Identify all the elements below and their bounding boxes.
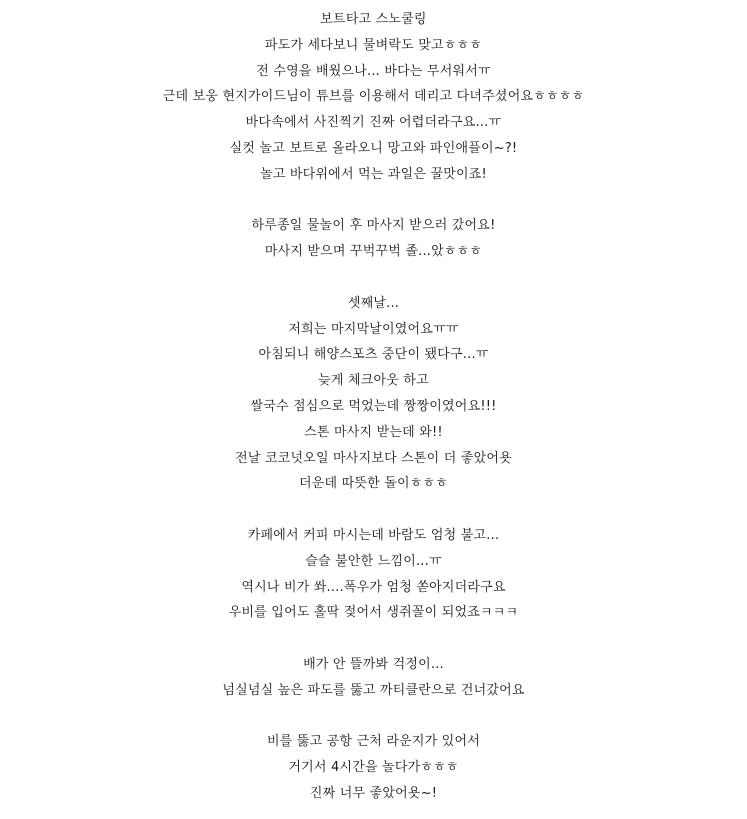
paragraph-massage [0, 213, 747, 265]
paragraph-gap [0, 626, 747, 652]
text-line: 보트타고 스노쿨링 [320, 12, 427, 27]
paragraph-gap [0, 497, 747, 523]
text-line: 거기서 4시간을 놀다가ㅎㅎㅎ [288, 760, 459, 776]
paragraph-airport-lounge [0, 729, 747, 806]
text-line: 놀고 바다위에서 먹는 과일은 꿀맛이죠! [260, 166, 487, 182]
paragraph-gap [0, 265, 747, 291]
text-line: 셋째날... [347, 295, 400, 311]
text-line: 늦게 체크아웃 하고 [318, 373, 429, 389]
text-line: 넘실넘실 높은 파도를 뚫고 까티클란으로 건너갔어요 [222, 682, 525, 698]
text-line: 하루종일 물놀이 후 마사지 받으러 갔어요! [251, 218, 496, 234]
text-line: 우비를 입어도 홀딱 젖어서 생쥐꼴이 되었죠ㅋㅋㅋ [228, 605, 519, 621]
text-line: 아침되니 해양스포츠 중단이 됐다구...ㅠ [258, 347, 489, 363]
text-line: 마사지 받으며 꾸벅꾸벅 졸...았ㅎㅎㅎ [264, 244, 483, 260]
paragraph-gap [0, 188, 747, 214]
text-line: 진짜 너무 좋았어욧~! [309, 785, 438, 801]
text-line: 바다속에서 사진찍기 진짜 어렵더라구요...ㅠ [245, 115, 502, 131]
paragraph-gap [0, 704, 747, 730]
text-line: 역시나 비가 쏴....폭우가 엄청 쏟아지더라구요 [241, 579, 506, 595]
text-line: 배가 안 뜰까봐 걱정이... [303, 656, 444, 672]
text-line: 실컷 놀고 보트로 올라오니 망고와 파인애플이~?! [229, 140, 518, 156]
text-line: 전날 코코넛오일 마사지보다 스톤이 더 좋았어욧 [235, 450, 512, 466]
text-line: 카페에서 커피 마시는데 바람도 엄청 불고... [247, 527, 500, 543]
text-line: 쌀국수 점심으로 먹었는데 짱짱이였어요!!! [250, 398, 497, 414]
text-line: 더운데 따뜻한 돌이ㅎㅎㅎ [298, 476, 448, 492]
paragraph-boat-crossing [0, 652, 747, 704]
paragraph-third-day [0, 291, 747, 497]
paragraph-snorkeling [0, 7, 747, 188]
text-line: 슬슬 불안한 느낌이...ㅠ [305, 553, 442, 569]
text-line: 비를 뚫고 공항 근처 라운지가 있어서 [266, 734, 481, 750]
text-line: 전 수영을 배웠으나... 바다는 무서워서ㅠ [256, 63, 491, 79]
paragraph-cafe-rain [0, 523, 747, 626]
text-line: 스톤 마사지 받는데 와!! [304, 424, 443, 440]
text-line: 파도가 세다보니 물벼락도 맞고ㅎㅎㅎ [264, 37, 483, 53]
blog-post-text [0, 7, 747, 807]
text-line: 근데 보웅 현지가이드님이 튜브를 이용해서 데리고 다녀주셨어요ㅎㅎㅎㅎ [162, 89, 585, 105]
text-line: 저희는 마지막날이였어요ㅠㅠ [288, 321, 459, 337]
